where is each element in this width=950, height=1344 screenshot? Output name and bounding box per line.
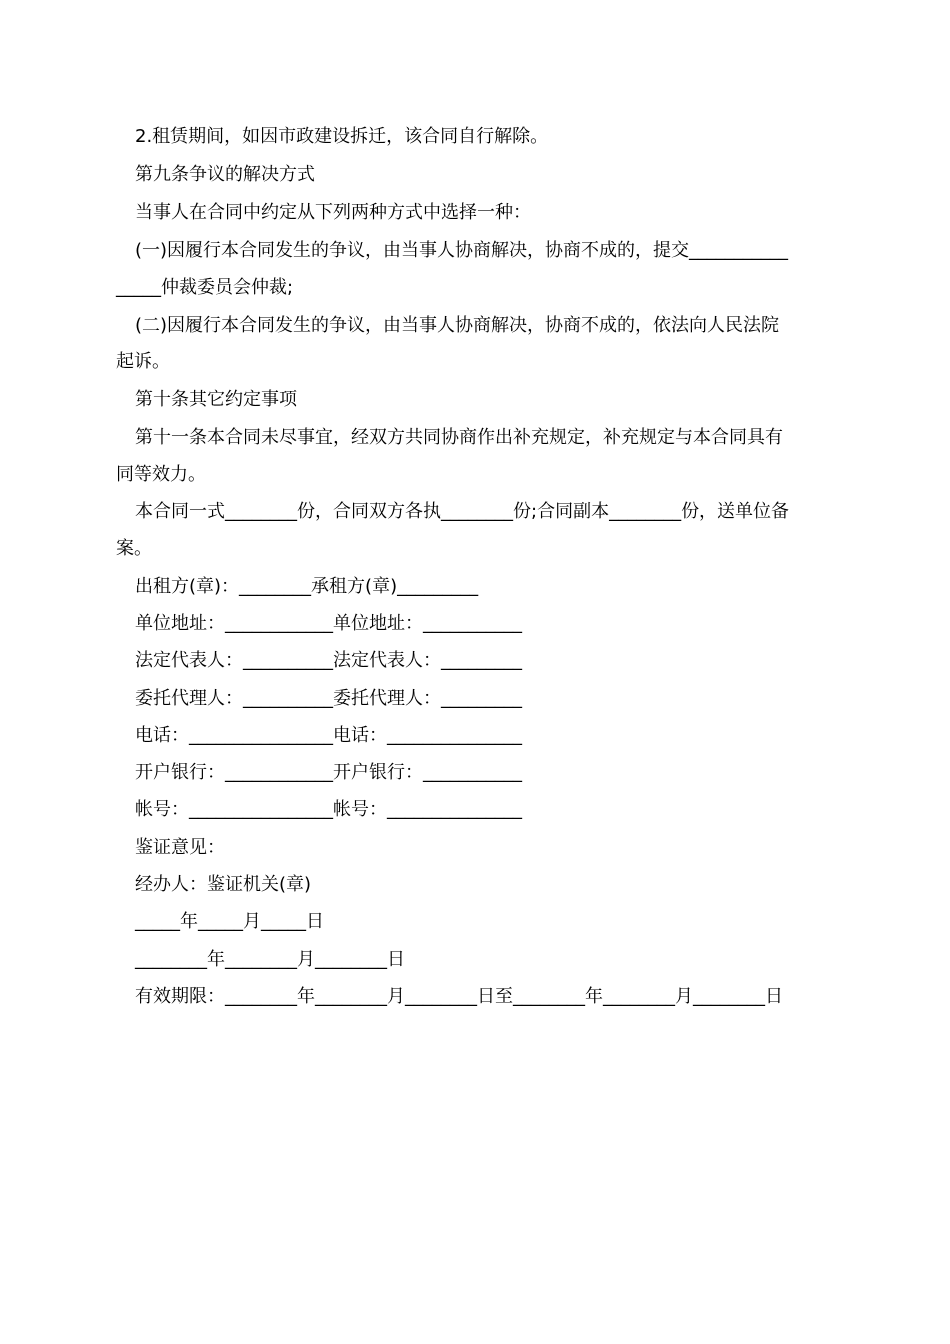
signature-field: 开户银行：____________开户银行：___________ [135,762,522,783]
text-line: 鉴证意见： [135,837,225,858]
signature-field: 单位地址：____________单位地址：___________ [135,613,522,634]
signature-field: 委托代理人：__________委托代理人：_________ [135,688,522,709]
text-line: 当事人在合同中约定从下列两种方式中选择一种： [135,202,531,223]
text-line: 案。 [116,538,152,559]
text-line: (一)因履行本合同发生的争议，由当事人协商解决，协商不成的，提交___________ [135,240,789,261]
signature-field: 法定代表人：__________法定代表人：_________ [135,650,522,671]
text-line: _____仲裁委员会仲裁; [116,277,294,298]
validity-period-field: 有效期限：________年________月________日至________年________月________日 [135,986,783,1007]
date-field: ________年________月________日 [135,949,405,970]
text-line: (二)因履行本合同发生的争议，由当事人协商解决，协商不成的，依法向人民法院 [135,315,780,336]
text-line: 起诉。 [116,351,170,372]
signature-field: 电话：________________电话：_______________ [135,725,522,746]
section-heading: 第十条其它约定事项 [135,389,297,410]
text-line: 同等效力。 [116,464,206,485]
text-line: 本合同一式________份，合同双方各执________份;合同副本________份，送单位备 [135,501,790,522]
text-line: 第十一条本合同未尽事宜，经双方共同协商作出补充规定，补充规定与本合同具有 [135,427,783,448]
text-line: 经办人：鉴证机关(章) [135,874,312,895]
text-line: 2.租赁期间，如因市政建设拆迁，该合同自行解除。 [135,126,549,147]
signature-field: 出租方(章)：________承租方(章)_________ [135,576,479,597]
signature-field: 帐号：________________帐号：_______________ [135,799,522,820]
date-field: _____年_____月_____日 [135,911,324,932]
section-heading: 第九条争议的解决方式 [135,164,315,185]
